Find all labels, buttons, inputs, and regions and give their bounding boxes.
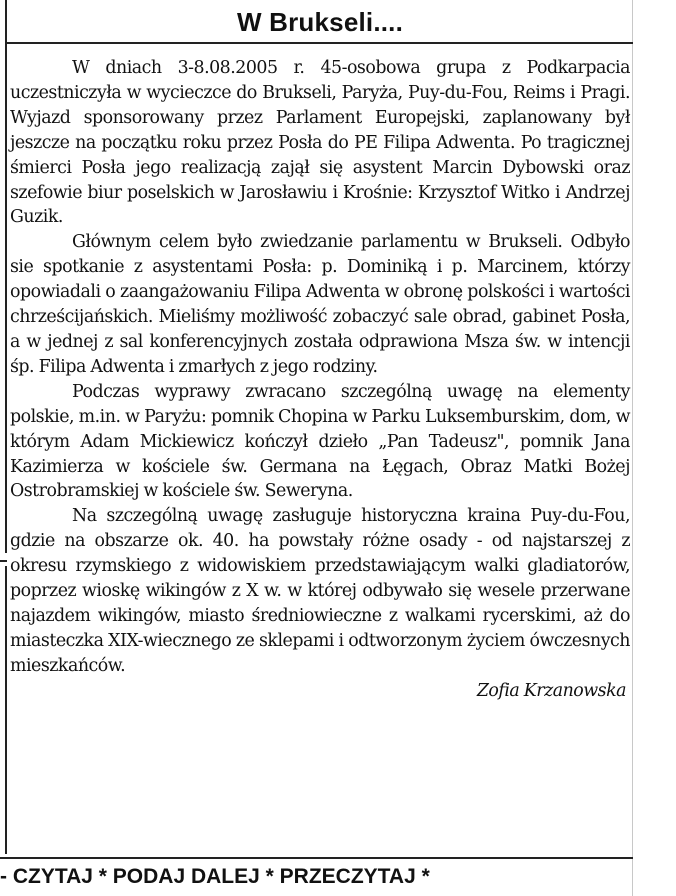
column-divider-tick — [0, 560, 7, 562]
footer-divider — [0, 857, 633, 859]
page-edge-divider — [632, 0, 633, 896]
footer-banner: - CZYTAJ * PODAJ DALEJ * PRZECZYTAJ * — [0, 865, 430, 888]
article-author: Zofia Krzanowska — [476, 680, 626, 701]
article-body — [10, 56, 630, 704]
title-underline — [5, 42, 633, 44]
article-paragraph-4: Na szczególną uwagę zasługuje historyczna kraina Puy-du-Fou, gdzie na obszarze ok. 40. ha powstały różne osady - od najstarszej z okresu rzymskiego z widowiskiem przedstawiającym walki gladiatorów, poprzez wioskę wikingów z X w. w której odbywało się wesele przerwane najazdem wikingów, miasto średniowieczne z walkami rycerskimi, aż do miasteczka XIX-wiecznego ze sklepami i odtworzonym życiem ówczesnych mieszkańców. — [10, 506, 630, 676]
column-divider-top — [5, 0, 7, 553]
article-title: W Brukseli.... — [236, 7, 404, 37]
article-paragraph-3: Podczas wyprawy zwracano szczególną uwagę na elementy polskie, m.in. w Paryżu: pomnik Chopina w Parku Luksemburskim, dom, w którym Adam Mickiewicz kończył dzieło „Pan Tadeusz", pomnik Jana Kazimierza w kościele św. Germana na Łęgach, Obraz Matki Bożej Ostrobramskiej w kościele św. Seweryna. — [10, 381, 630, 502]
column-divider-bottom — [5, 566, 7, 854]
article-paragraph-1: W dniach 3-8.08.2005 r. 45-osobowa grupa z Podkarpacia uczestniczyła w wycieczce do Brukseli, Paryża, Puy-du-Fou, Reims i Pragi. Wyjazd sponsorowany przez Parlament Europejski, zaplanowany był jeszcze na początku roku przez Posła do PE Filipa Adwenta. Po tragicznej śmierci Posła jego realizacją zajął się asystent Marcin Dybowski oraz szefowie biur poselskich w Jarosławiu i Krośnie: Krzysztof Witko i Andrzej Guzik. — [10, 58, 630, 228]
article-paragraph-2: Głównym celem było zwiedzanie parlamentu w Brukseli. Odbyło sie spotkanie z asystentami Posła: p. Dominiką i p. Marcinem, którzy opowiadali o zaangażowaniu Filipa Adwenta w obronę polskości i wartości chrześcijańskich. Mieliśmy możliwość zobaczyć sale obrad, gabinet Posła, a w jednej z sal konferencyjnych została odprawiona Msza św. w intencji śp. Filipa Adwenta i zmarłych z jego rodziny. — [10, 232, 630, 377]
